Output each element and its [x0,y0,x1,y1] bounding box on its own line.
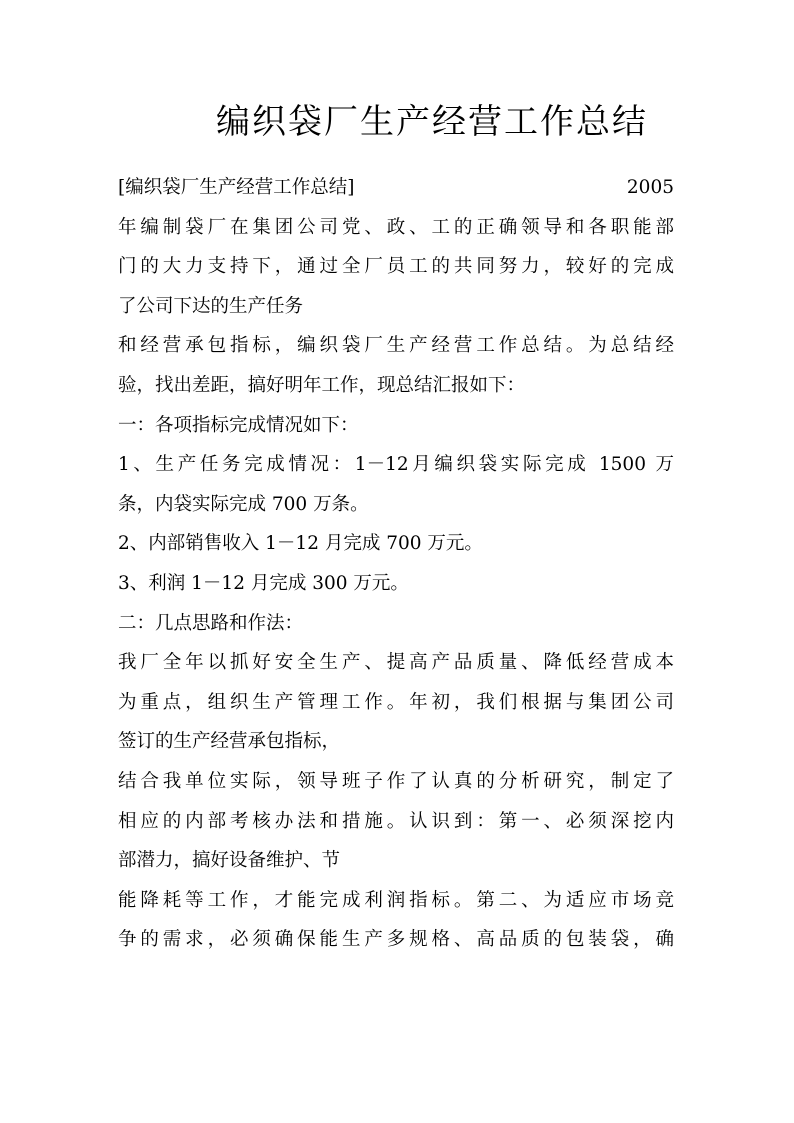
body-line: 结合我单位实际，领导班子作了认真的分析研究，制定了 [118,770,674,792]
body-line: 1、生产任务完成情况：1－12月编织袋实际完成 1500 万 [118,454,674,476]
body-line: 相应的内部考核办法和措施。认识到：第一、必须深挖内 [118,810,674,832]
document-body [118,168,674,960]
body-line: 验，找出差距，搞好明年工作，现总结汇报如下： [118,374,526,396]
document-title: 编织袋厂生产经营工作总结 [216,102,648,142]
body-line: 我厂全年以抓好安全生产、提高产品质量、降低经营成本 [118,652,674,674]
header-year: 2005 [626,177,674,198]
body-line: 门的大力支持下，通过全厂员工的共同努力，较好的完成 [118,256,674,278]
section-heading: 二：几点思路和作法： [118,612,304,634]
section-heading: 一：各项指标完成情况如下： [118,414,359,436]
body-line: 条，内袋实际完成 700 万条。 [118,493,369,515]
body-line: 部潜力，搞好设备维护、节 [118,850,341,872]
body-line: 签订的生产经营承包指标， [118,731,341,753]
body-line: 3、利润 1－12 月完成 300 万元。 [118,572,409,594]
body-line: 能降耗等工作，才能完成利润指标。第二、为适应市场竞 [118,889,674,911]
body-line: 2、内部销售收入 1－12 月完成 700 万元。 [118,533,483,555]
body-line: 和经营承包指标，编织袋厂生产经营工作总结。为总结经 [118,335,674,357]
body-line: 了公司下达的生产任务 [118,295,304,317]
body-line: 年编制袋厂在集团公司党、政、工的正确领导和各职能部 [118,216,674,238]
header-bracket-title: [编织袋厂生产经营工作总结] [118,177,355,198]
body-line: 争的需求，必须确保能生产多规格、高品质的包装袋，确 [118,929,674,951]
body-line: 为重点，组织生产管理工作。年初，我们根据与集团公司 [118,691,674,713]
body-line-header [118,168,674,208]
